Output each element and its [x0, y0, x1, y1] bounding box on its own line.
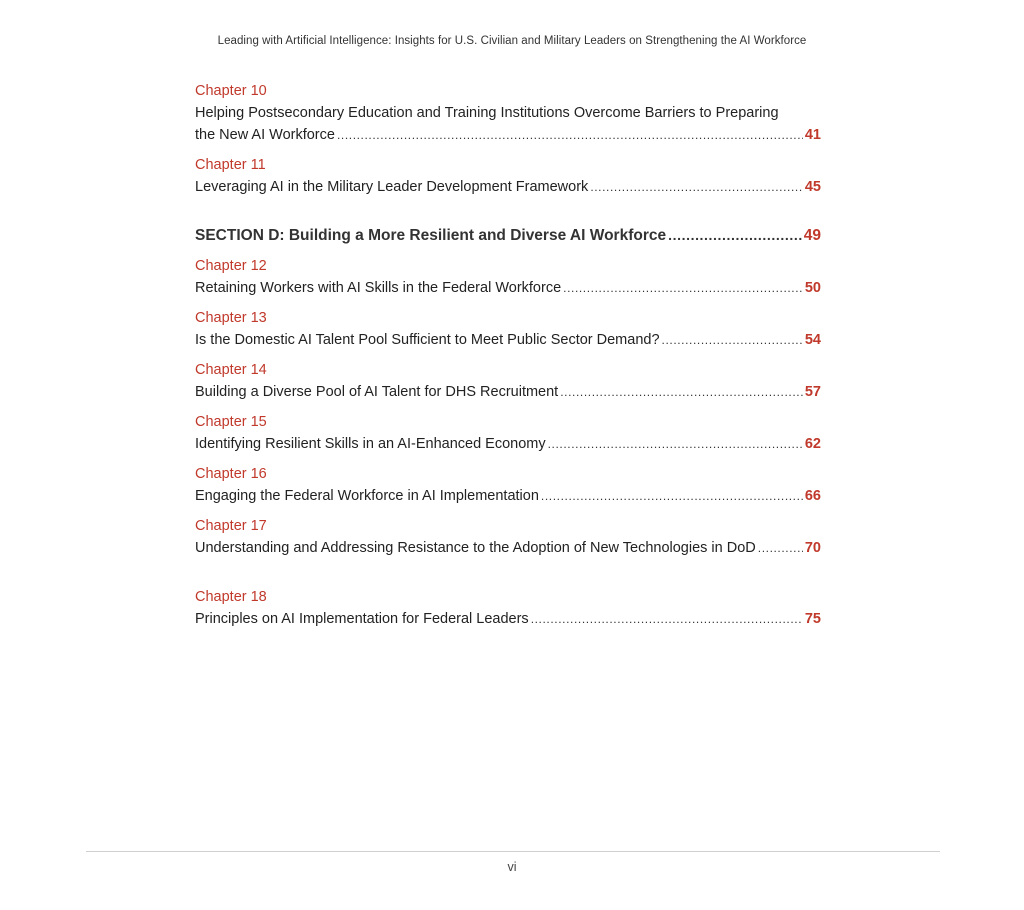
dot-leader — [548, 435, 803, 453]
toc-title: Is the Domestic AI Talent Pool Sufficient to Meet Public Sector Demand? — [195, 332, 660, 348]
chapter-label: Chapter 11 — [195, 157, 266, 173]
toc-title-line — [195, 126, 821, 144]
toc-title: Understanding and Addressing Resistance to the Adoption of New Technologies in DoD — [195, 540, 756, 556]
toc-title-line — [195, 610, 821, 628]
toc-title-line — [195, 279, 821, 297]
dot-leader — [758, 539, 803, 557]
toc-page-number: 49 — [803, 227, 821, 244]
dot-leader — [541, 487, 803, 505]
toc-title: Principles on AI Implementation for Federal Leaders — [195, 611, 529, 627]
toc-title: Building a Diverse Pool of AI Talent for DHS Recruitment — [195, 384, 559, 400]
toc-section-line — [195, 226, 821, 245]
dot-leader — [662, 331, 803, 349]
toc-title: Leveraging AI in the Military Leader Development Framework — [195, 179, 589, 195]
toc-page-number: 66 — [804, 488, 821, 504]
footer-divider — [86, 851, 940, 852]
chapter-label: Chapter 13 — [195, 310, 267, 326]
toc-title-line: Helping Postsecondary Education and Training Institutions Overcome Barriers to Preparing — [195, 105, 779, 121]
chapter-label: Chapter 16 — [195, 466, 267, 482]
dot-leader — [590, 178, 803, 196]
toc-page-number: 50 — [804, 280, 821, 296]
chapter-label: Chapter 18 — [195, 589, 267, 605]
dot-leader — [563, 279, 803, 297]
chapter-label: Chapter 15 — [195, 414, 267, 430]
dot-leader — [560, 383, 803, 401]
dot-leader — [337, 126, 803, 144]
toc-page-number: 41 — [804, 127, 821, 143]
toc-page-number: 62 — [804, 436, 821, 452]
chapter-label: Chapter 14 — [195, 362, 267, 378]
toc-title-line — [195, 539, 821, 557]
toc-page-number: 45 — [804, 179, 821, 195]
toc-title: the New AI Workforce — [195, 127, 335, 143]
toc-page-number: 57 — [804, 384, 821, 400]
running-header: Leading with Artificial Intelligence: Insights for U.S. Civilian and Military Leaders on Strengthening the AI Workforce — [217, 35, 807, 47]
toc-title: Retaining Workers with AI Skills in the Federal Workforce — [195, 280, 562, 296]
dot-leader — [668, 226, 802, 244]
toc-title-line — [195, 383, 821, 401]
toc-page-number: 54 — [804, 332, 821, 348]
chapter-label: Chapter 10 — [195, 83, 267, 99]
toc-title: Engaging the Federal Workforce in AI Implementation — [195, 488, 539, 504]
toc-title-line — [195, 331, 821, 349]
toc-title: Identifying Resilient Skills in an AI-Enhanced Economy — [195, 436, 546, 452]
page-number: vi — [507, 860, 517, 874]
toc-section-title: SECTION D: Building a More Resilient and Diverse AI Workforce — [195, 227, 667, 244]
dot-leader — [531, 610, 803, 628]
toc-title-line — [195, 487, 821, 505]
chapter-label: Chapter 12 — [195, 258, 267, 274]
toc-page-number: 75 — [804, 611, 821, 627]
toc-page-number: 70 — [804, 540, 821, 556]
toc-title-line — [195, 435, 821, 453]
chapter-label: Chapter 17 — [195, 518, 267, 534]
toc-title-line — [195, 178, 821, 196]
